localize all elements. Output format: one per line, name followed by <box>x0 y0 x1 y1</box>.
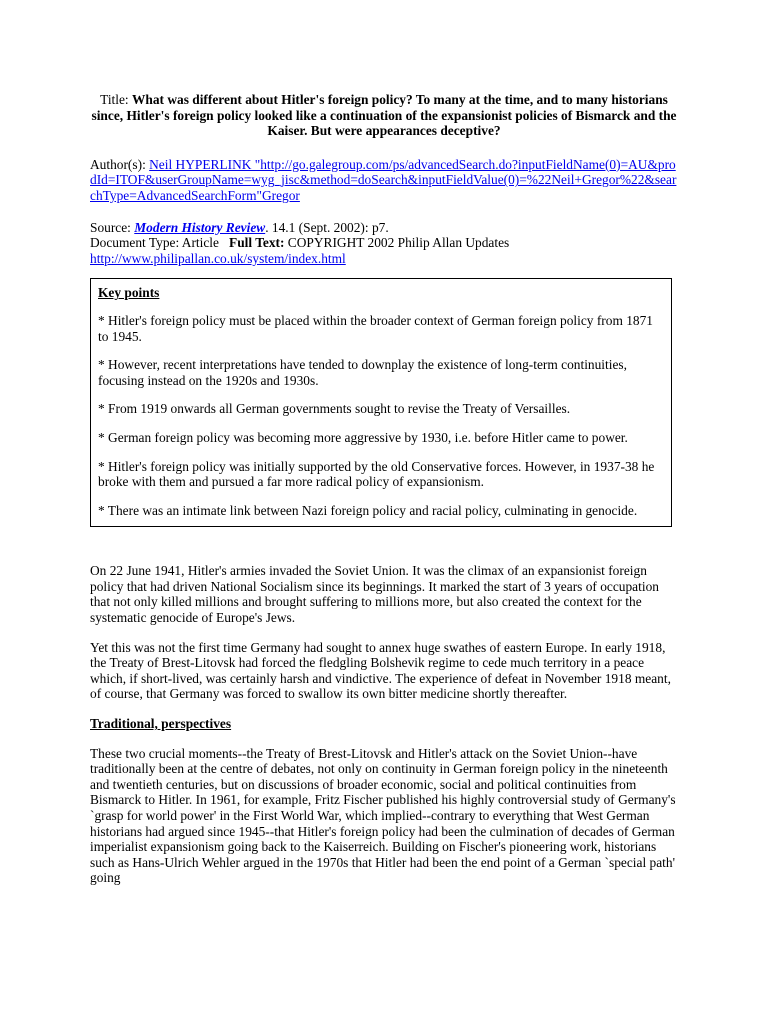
doc-type-label: Document Type: Article <box>90 235 219 251</box>
key-points-box <box>90 278 672 527</box>
key-point-item: * German foreign policy was becoming more aggressive by 1930, i.e. before Hitler came to power. <box>98 429 628 445</box>
author-link[interactable]: Neil HYPERLINK "http://go.galegroup.com/ps/advancedSearch.do?inputFieldName(0)=AU&prodId=ITOF&userGroupName=wyg_jisc&method=doSearch&inputFieldValue(0)=%22Neil+Gregor%22&searchType=AdvancedSearchForm"Gregor <box>90 156 677 203</box>
title-label: Title: <box>100 92 132 107</box>
key-point-item: * From 1919 onwards all German governments sought to revise the Treaty of Versailles. <box>98 401 571 417</box>
document-type-line <box>90 235 678 251</box>
body-paragraph: On 22 June 1941, Hitler's armies invaded the Soviet Union. It was the climax of an expansionist foreign policy that had driven National Socialism since its beginnings. It marked the start of 3 years of occupation that not only killed millions and brought suffering to millions more, but also created the context for the systematic genocide of Europe's Jews. <box>90 563 659 626</box>
key-point-item: * However, recent interpretations have tended to downplay the existence of long-term continuities, focusing instead on the 1920s and 1930s. <box>98 357 627 388</box>
source-details: . 14.1 (Sept. 2002): p7. <box>265 219 389 235</box>
key-point-item: * There was an intimate link between Nazi foreign policy and racial policy, culminating in genocide. <box>98 502 638 518</box>
publisher-link[interactable]: http://www.philipallan.co.uk/system/index.html <box>90 250 346 266</box>
key-point-item: * Hitler's foreign policy must be placed within the broader context of German foreign policy from 1871 to 1945. <box>98 312 653 344</box>
section-heading: Traditional, perspectives <box>90 716 232 732</box>
journal-link[interactable]: Modern History Review <box>134 219 266 235</box>
source-line <box>90 220 678 236</box>
body-paragraph: Yet this was not the first time Germany had sought to annex huge swathes of eastern Europe. In early 1918, the Treaty of Brest-Litovsk had forced the fledgling Bolshevik regime to cede much territory in a peace which, if short-lived, was certainly harsh and vindictive. The experience of defeat in November 1918 meant, of course, that Germany was forced to swallow its own bitter medicine shortly thereafter. <box>90 639 671 702</box>
source-block <box>90 220 678 267</box>
article-title <box>90 92 678 139</box>
source-label: Source: <box>90 219 135 235</box>
key-point-item: * Hitler's foreign policy was initially supported by the old Conservative forces. However, in 1937-38 he broke with them and pursued a far more radical policy of expansionism. <box>98 458 655 490</box>
copyright-text: COPYRIGHT 2002 Philip Allan Updates <box>284 235 510 251</box>
author-label: Author(s): <box>90 156 150 172</box>
article-body <box>90 563 678 886</box>
full-text-label: Full Text: <box>229 235 285 251</box>
author-line <box>90 157 678 204</box>
key-points-heading: Key points <box>98 285 160 301</box>
body-paragraph: These two crucial moments--the Treaty of Brest-Litovsk and Hitler's attack on the Soviet Union--have traditionally been at the centre of debates, not only on continuity in German foreign policy in the nineteenth and twentieth centuries, but on discussions of broader economic, social and political continuities from Bismarck to Hitler. In 1961, for example, Fritz Fischer published his highly controversial study of Germany's `grasp for world power' in the First World War, which implied--contrary to everything that West German historians had argued since 1945--that Hitler's foreign policy had been the culmination of decades of German imperialist expansionism going back to the Kaiserreich. Building on Fischer's pioneering work, historians such as Hans-Ulrich Wehler argued in the 1970s that Hitler had been the end point of a German `special path' going <box>90 745 676 886</box>
document-page <box>90 92 678 900</box>
publisher-url-line <box>90 251 678 267</box>
title-text: What was different about Hitler's foreign policy? To many at the time, and to many historians since, Hitler's foreign policy looked like a continuation of the expansionist policies of Bismarck and the Kaiser. But were appearances deceptive? <box>91 92 677 139</box>
